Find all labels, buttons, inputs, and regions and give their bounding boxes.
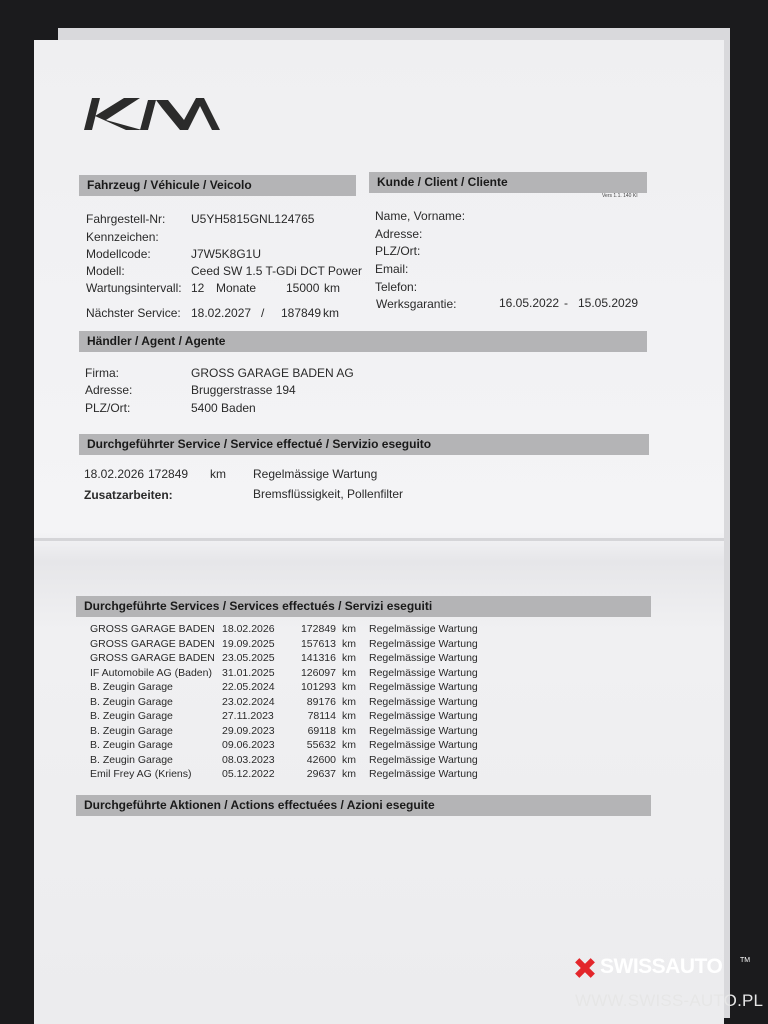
history-type: Regelmässige Wartung: [369, 753, 478, 766]
vin-value: U5YH5815GNL124765: [191, 212, 315, 226]
history-garage: B. Zeugin Garage: [90, 739, 173, 751]
history-km: 126097: [300, 666, 336, 679]
history-type: Regelmässige Wartung: [369, 623, 478, 635]
service-km: 172849: [148, 467, 189, 481]
next-service-date: 18.02.2027: [191, 306, 252, 320]
history-unit: km: [342, 724, 356, 737]
history-garage: B. Zeugin Garage: [90, 681, 173, 693]
dealer-zip-label: PLZ/Ort:: [85, 401, 131, 415]
history-garage: B. Zeugin Garage: [90, 724, 173, 737]
warranty-to: 15.05.2029: [578, 296, 639, 310]
warranty-from: 16.05.2022: [499, 296, 560, 310]
customer-zip-label: PLZ/Ort:: [375, 244, 421, 258]
extra-work-value: Bremsflüssigkeit, Pollenfilter: [253, 487, 404, 501]
history-unit: km: [342, 768, 356, 780]
history-unit: km: [342, 623, 356, 635]
customer-email-label: Email:: [375, 262, 409, 276]
interval-months: 12: [191, 281, 205, 295]
history-km: 55632: [306, 739, 336, 751]
history-unit: km: [342, 753, 356, 766]
interval-label: Wartungsintervall:: [86, 281, 182, 295]
actions-header: Durchgeführte Aktionen / Actions effectuées / Azioni eseguite: [76, 795, 651, 816]
service-history-header: Durchgeführte Services / Services effectués / Servizi eseguiti: [76, 596, 651, 617]
dealer-address-label: Adresse:: [85, 383, 133, 397]
history-km: 172849: [300, 623, 336, 635]
history-garage: GROSS GARAGE BADEN: [90, 652, 215, 664]
service-date: 18.02.2026: [84, 467, 145, 481]
watermark-tm: TM: [740, 957, 751, 964]
vehicle-section-header: Fahrzeug / Véhicule / Veicolo: [79, 175, 356, 196]
history-garage: GROSS GARAGE BADEN: [90, 623, 215, 635]
history-date: 08.03.2023: [222, 753, 275, 766]
model-code-value: J7W5K8G1U: [191, 247, 262, 261]
customer-phone-label: Telefon:: [375, 280, 418, 294]
dealer-firm-value: GROSS GARAGE BADEN AG: [191, 366, 354, 380]
interval-km: 15000: [286, 281, 320, 295]
customer-address-label: Adresse:: [375, 227, 423, 241]
history-date: 09.06.2023: [222, 739, 275, 751]
service-km-unit: km: [210, 467, 226, 481]
history-date: 19.09.2025: [222, 637, 275, 650]
history-garage: B. Zeugin Garage: [90, 710, 173, 722]
history-date: 18.02.2026: [222, 623, 275, 635]
history-km: 89176: [306, 695, 336, 708]
history-date: 31.01.2025: [222, 666, 275, 679]
history-garage: B. Zeugin Garage: [90, 753, 173, 766]
history-km: 69118: [307, 724, 336, 737]
form-version: Vers 1.1. 140 KI: [602, 193, 638, 199]
history-type: Regelmässige Wartung: [369, 768, 478, 780]
history-km: 101293: [300, 681, 336, 693]
warranty-sep: -: [564, 296, 568, 310]
history-unit: km: [342, 681, 356, 693]
history-garage: GROSS GARAGE BADEN: [90, 637, 215, 650]
model-value: Ceed SW 1.5 T-GDi DCT Power: [191, 264, 362, 278]
history-unit: km: [342, 710, 356, 722]
extra-work-label: Zusatzarbeiten:: [84, 488, 173, 502]
dealer-zip-value: 5400 Baden: [191, 401, 256, 415]
warranty-label: Werksgarantie:: [376, 297, 457, 311]
history-unit: km: [342, 739, 356, 751]
history-type: Regelmässige Wartung: [369, 666, 478, 679]
history-unit: km: [342, 666, 356, 679]
swissauto-watermark: [574, 955, 754, 979]
history-garage: B. Zeugin Garage: [90, 695, 173, 708]
next-service-km: 187849: [281, 306, 322, 320]
customer-section-header: Kunde / Client / Cliente: [369, 172, 647, 193]
history-km: 141316: [300, 652, 336, 664]
paper-fold: [34, 538, 724, 541]
history-km: 42600: [306, 753, 336, 766]
history-km: 78114: [307, 710, 336, 722]
history-km: 157613: [300, 637, 336, 650]
next-service-km-unit: km: [323, 306, 339, 320]
history-type: Regelmässige Wartung: [369, 739, 478, 751]
watermark-url: WWW.SWISS-AUTO.PL: [575, 991, 764, 1010]
history-unit: km: [342, 652, 356, 664]
model-code-label: Modellcode:: [86, 247, 151, 261]
dealer-firm-label: Firma:: [85, 366, 119, 380]
plate-label: Kennzeichen:: [86, 230, 159, 244]
history-type: Regelmässige Wartung: [369, 710, 478, 722]
kia-logo: [84, 96, 222, 132]
swiss-cross-icon: [574, 957, 596, 979]
history-type: Regelmässige Wartung: [369, 724, 478, 737]
history-unit: km: [342, 637, 356, 650]
history-date: 23.02.2024: [222, 695, 275, 708]
history-date: 05.12.2022: [222, 768, 275, 780]
history-date: 27.11.2023: [222, 710, 274, 722]
history-garage: IF Automobile AG (Baden): [90, 666, 212, 679]
history-date: 29.09.2023: [222, 724, 275, 737]
model-label: Modell:: [86, 264, 125, 278]
dealer-section-header: Händler / Agent / Agente: [79, 331, 647, 352]
history-type: Regelmässige Wartung: [369, 637, 478, 650]
interval-km-unit: km: [324, 281, 340, 295]
vin-label: Fahrgestell-Nr:: [86, 212, 166, 226]
history-unit: km: [342, 695, 356, 708]
months-unit: Monate: [216, 281, 257, 295]
customer-name-label: Name, Vorname:: [375, 209, 466, 223]
service-performed-header: Durchgeführter Service / Service effectué / Servizio eseguito: [79, 434, 649, 455]
history-km: 29637: [306, 768, 336, 780]
next-service-sep: /: [261, 306, 265, 320]
watermark-brand: SWISSAUTO: [600, 955, 723, 978]
history-type: Regelmässige Wartung: [369, 695, 478, 708]
history-garage: Emil Frey AG (Kriens): [90, 768, 192, 780]
dealer-address-value: Bruggerstrasse 194: [191, 383, 296, 397]
next-service-label: Nächster Service:: [86, 306, 181, 320]
history-date: 22.05.2024: [222, 681, 275, 693]
history-type: Regelmässige Wartung: [369, 652, 478, 664]
history-type: Regelmässige Wartung: [369, 681, 478, 693]
service-type: Regelmässige Wartung: [253, 467, 378, 481]
history-date: 23.05.2025: [222, 652, 275, 664]
